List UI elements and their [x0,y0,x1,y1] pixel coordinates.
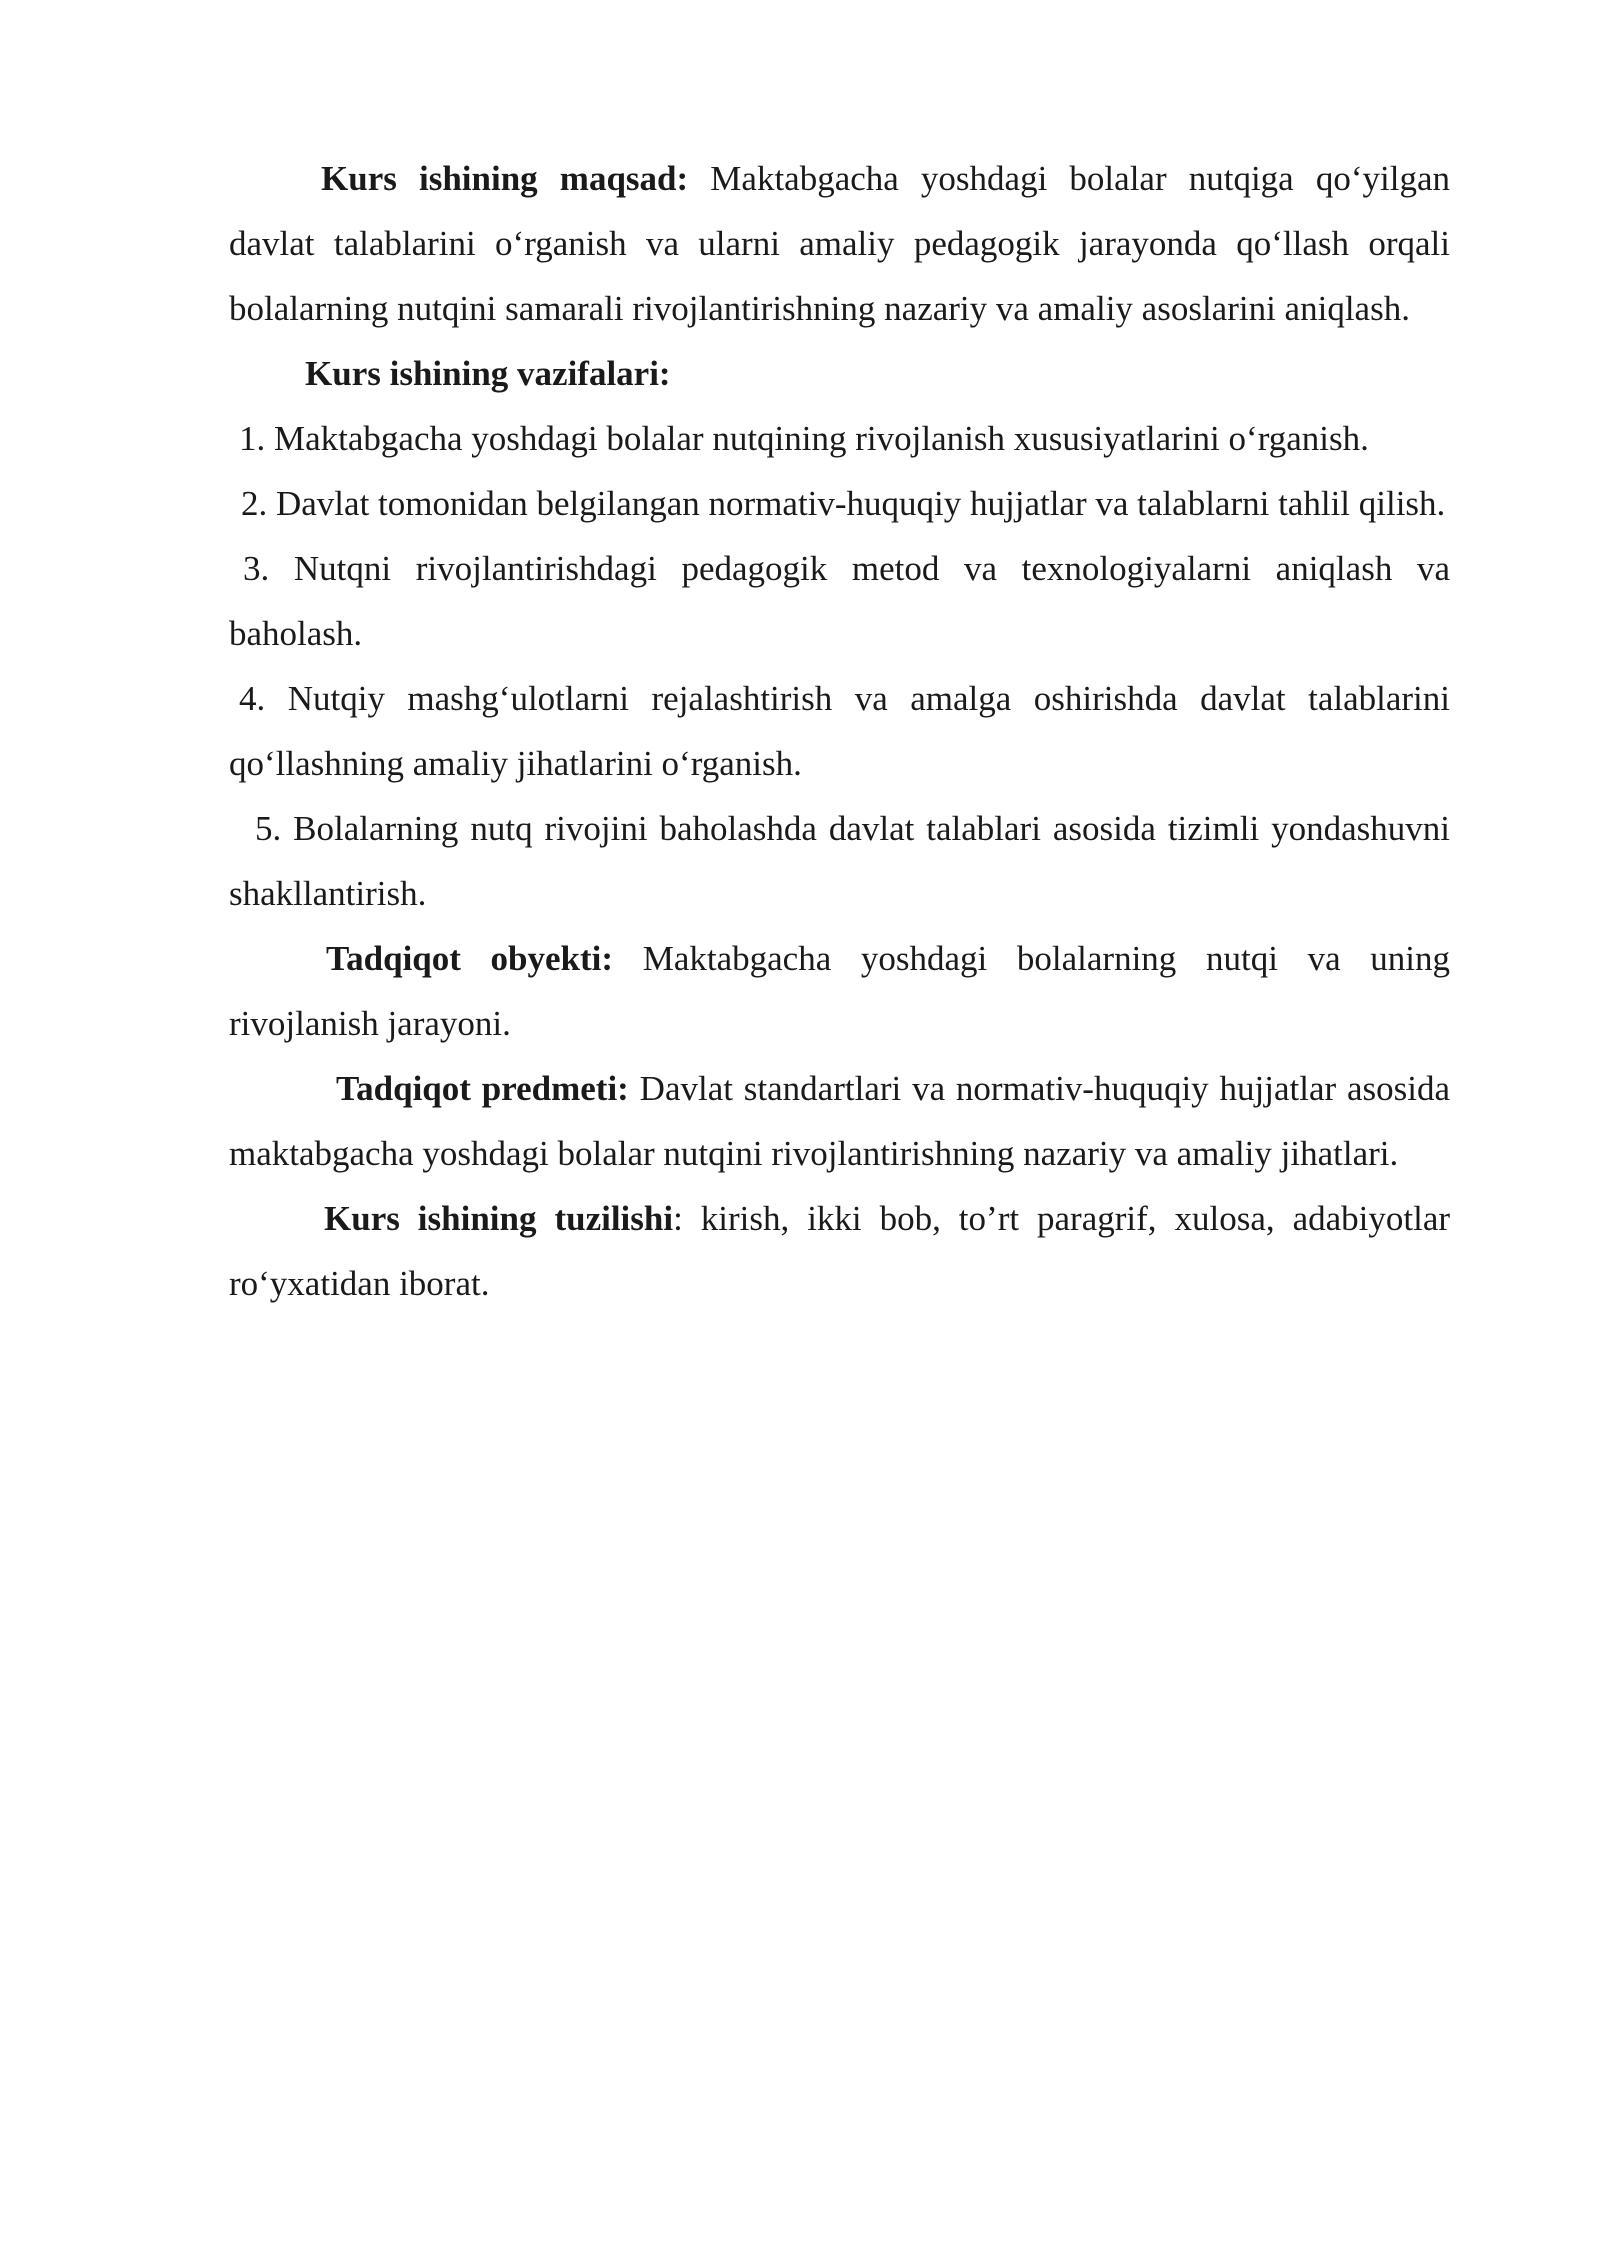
document-page [229,146,1450,1316]
structure-label: Kurs ishining tuzilishi [324,1199,674,1238]
structure-text: : kirish, ikki bob, to’rt paragrif, xulosa, adabiyotlar ro‘yxatidan iborat. [229,1199,1451,1303]
object-label: Tadqiqot obyekti: [326,939,614,978]
task-item-4: 4. Nutqiy mashg‘ulotlarni rejalashtirish va amalga oshirishda davlat talablarini qo‘llashning amaliy jihatlarini o‘rganish. [229,679,1450,783]
object-paragraph [229,926,1450,1056]
task-item-3: 3. Nutqni rivojlantirishdagi pedagogik metod va texnologiyalarni aniqlash va baholash. [229,549,1450,653]
tasks-heading: Kurs ishining vazifalari: [305,354,671,393]
goal-text: Maktabgacha yoshdagi bolalar nutqiga qo‘yilgan davlat talablarini o‘rganish va ularni amaliy pedagogik jarayonda qo‘llash orqali bolalarning nutqini samarali rivojlantirishning nazariy va amaliy asoslarini aniqlash. [229,159,1450,328]
goal-paragraph [229,146,1450,341]
subject-paragraph [229,1056,1450,1186]
object-text: Maktabgacha yoshdagi bolalarning nutqi va uning rivojlanish jarayoni. [229,939,1450,1043]
task-item-1: 1. Maktabgacha yoshdagi bolalar nutqining rivojlanish xususiyatlarini o‘rganish. [239,419,1369,458]
subject-label: Tadqiqot predmeti: [336,1069,629,1108]
task-item-2: 2. Davlat tomonidan belgilangan normativ-huquqiy hujjatlar va talablarni tahlil qilish. [241,484,1446,523]
subject-text: Davlat standartlari va normativ-huquqiy hujjatlar asosida maktabgacha yoshdagi bolalar nutqini rivojlantirishning nazariy va amaliy jihatlari. [229,1069,1450,1173]
task-item-5: 5. Bolalarning nutq rivojini baholashda davlat talablari asosida tizimli yondashuvni shakllantirish. [229,809,1450,913]
structure-paragraph [229,1186,1450,1316]
goal-label: Kurs ishining maqsad: [321,159,689,198]
